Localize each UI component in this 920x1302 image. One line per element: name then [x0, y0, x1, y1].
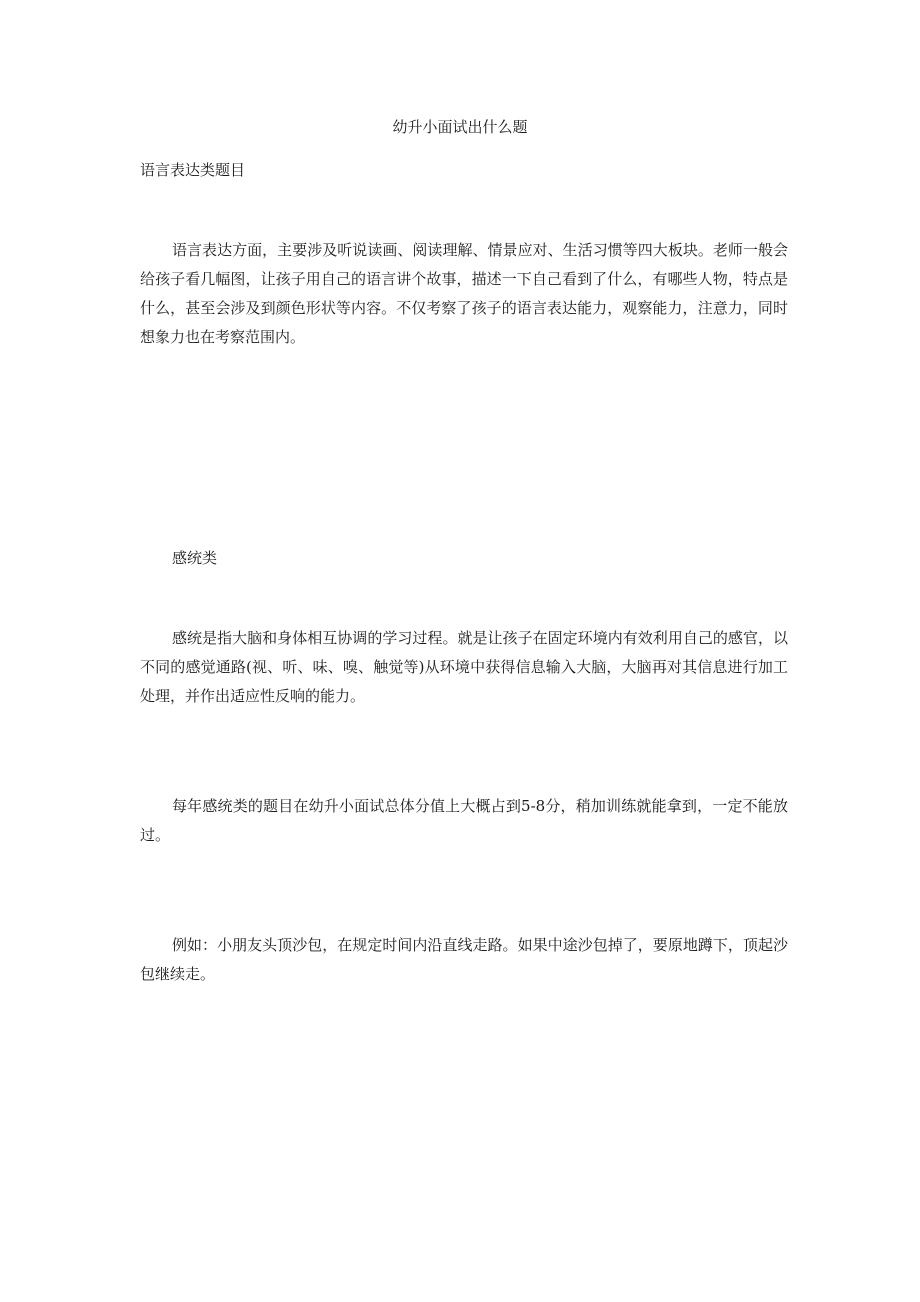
paragraph-sensory-example: 例如：小朋友头顶沙包，在规定时间内沿直线走路。如果中途沙包掉了，要原地蹲下，顶起沙包继续走。 — [140, 936, 788, 983]
section-heading-sensory: 感统类 — [172, 549, 218, 567]
paragraph-language-expression: 语言表达方面，主要涉及听说读画、阅读理解、情景应对、生活习惯等四大板块。老师一般会给孩子看几幅图，让孩子用自己的语言讲个故事，描述一下自己看到了什么，有哪些人物，特点是什么，甚至会涉及到颜色形状等内容。不仅考察了孩子的语言表达能力，观察能力，注意力，同时想象力也在考察范围内。 — [140, 241, 788, 346]
paragraph-sensory-definition: 感统是指大脑和身体相互协调的学习过程。就是让孩子在固定环境内有效利用自己的感官，以不同的感觉通路(视、听、味、嗅、触觉等)从环境中获得信息输入大脑，大脑再对其信息进行加工处理，并作出适应性反响的能力。 — [140, 629, 788, 705]
document-title: 幼升小面试出什么题 — [392, 118, 528, 136]
section-heading-language: 语言表达类题目 — [140, 161, 246, 179]
paragraph-sensory-score: 每年感统类的题目在幼升小面试总体分值上大概占到5-8分，稍加训练就能拿到，一定不能放过。 — [140, 797, 788, 844]
